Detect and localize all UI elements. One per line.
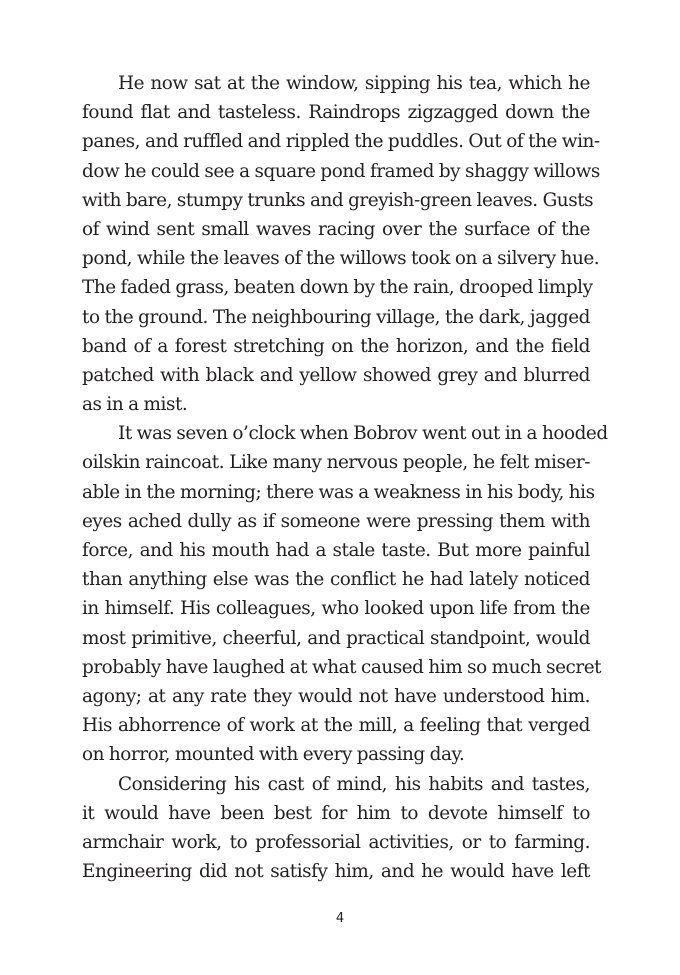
text-line: armchair work, to professorial activities, or to farming. [82, 831, 590, 853]
text-line: found flat and tasteless. Raindrops zigzagged down the [82, 102, 590, 124]
text-line: His abhorrence of work at the mill, a feeling that verged [82, 715, 590, 737]
body-text [82, 69, 608, 886]
text-line: agony; at any rate they would not have understood him. [82, 685, 590, 707]
text-line: eyes ached dully as if someone were pressing them with [82, 510, 590, 532]
text-line: it would have been best for him to devote himself to [82, 802, 590, 824]
text-line: most primitive, cheerful, and practical standpoint, would [82, 627, 590, 649]
text-line: Considering his cast of mind, his habits and tastes, [118, 773, 590, 795]
paragraph-1 [82, 69, 600, 419]
text-line: dow he could see a square pond framed by shaggy willows [82, 160, 600, 182]
text-line: on horror, mounted with every passing day. [82, 744, 465, 766]
paragraph-3 [82, 770, 590, 887]
text-line: probably have laughed at what caused him so much secret [82, 656, 602, 678]
page-number: 4 [335, 911, 345, 926]
text-line: panes, and ruffled and rippled the puddles. Out of the win- [82, 131, 600, 153]
text-line: pond, while the leaves of the willows took on a silvery hue. [82, 248, 600, 270]
text-line: patched with black and yellow showed grey and blurred [82, 364, 590, 386]
text-line: able in the morning; there was a weakness in his body, his [82, 481, 595, 503]
text-line: It was seven o’clock when Bobrov went out in a hooded [118, 423, 608, 445]
paragraph-2 [82, 419, 608, 769]
text-line: He now sat at the window, sipping his tea, which he [118, 73, 590, 94]
text-line: than anything else was the conflict he had lately noticed [82, 569, 590, 591]
text-line: in himself. His colleagues, who looked upon life from the [82, 598, 590, 620]
text-line: as in a mist. [82, 394, 188, 416]
text-line: band of a forest stretching on the horizon, and the field [82, 335, 590, 357]
text-line: to the ground. The neighbouring village, the dark, jagged [82, 306, 590, 328]
text-line: of wind sent small waves racing over the surface of the [82, 218, 590, 240]
text-line: Engineering did not satisfy him, and he would have left [82, 861, 590, 883]
text-line: The faded grass, beaten down by the rain, drooped limply [82, 277, 593, 299]
text-line: oilskin raincoat. Like many nervous people, he felt miser- [82, 452, 590, 474]
text-line: force, and his mouth had a stale taste. But more painful [82, 540, 590, 561]
text-line: with bare, stumpy trunks and greyish-green leaves. Gusts [82, 189, 594, 211]
